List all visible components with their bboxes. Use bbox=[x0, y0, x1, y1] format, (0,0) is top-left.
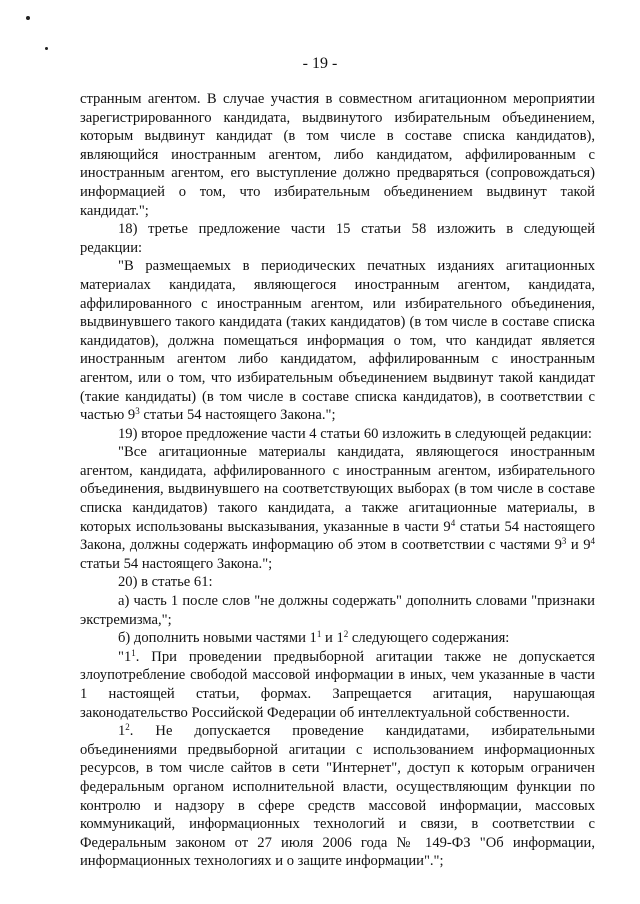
paragraph: 20) в статье 61: bbox=[118, 574, 213, 591]
scan-speck bbox=[26, 16, 30, 20]
paragraph: 19) второе предложение части 4 статьи 60 изложить в следующей редакции: bbox=[118, 425, 592, 442]
paragraph: "В размещаемых в периодических печатных изданиях агитационных материалах кандидата, являющегося иностранным агентом, кандидата, аффилированного с иностранным агентом, или избирательного объединения, выдвинувшего такого кандидата (таких кандидатов) (в том числе в составе списка кандидатов), должна помещаться информация о том, что кандидат является иностранным агентом либо кандидатом, аффилированным с иностранным агентом, или о том, что избирательным объединением выдвинут такой кандидат (такие кандидаты) (в том числе в составе списка кандидатов), в соответствии с частью $9^3$ статьи 54 настоящего Закона."; bbox=[80, 258, 595, 424]
paragraph: б) дополнить новыми частями $1^1$ и $1^2$ следующего содержания: bbox=[118, 629, 510, 647]
paragraph: "Все агитационные материалы кандидата, являющегося иностранным агентом, кандидата, аффилированного с иностранным агентом, избирательного объединения, выдвинувшего на соответствующих выборах (в том числе в составе списка кандидатов) такого кандидата, а также агитационные материалы, в которых использованы высказывания, указанные в части $9^4$ статьи 54 настоящего Закона, должны содержать информацию об этом в соответствии с частями $9^3$ и $9^4$ статьи 54 настоящего Закона."; bbox=[80, 444, 595, 572]
page-number: - 19 - bbox=[302, 55, 338, 72]
scan-speck bbox=[45, 47, 48, 50]
document-body bbox=[80, 90, 595, 871]
paragraph: 18) третье предложение части 15 статьи 58 изложить в следующей редакции: bbox=[80, 221, 595, 256]
paragraph: "$1^1$. При проведении предвыборной агитации также не допускается злоупотребление свободой массовой информации в иных, чем указанные в части 1 настоящей статьи, формах. Запрещается агитация, нарушающая законодательство Российской Федерации об интеллектуальной собственности. bbox=[80, 647, 595, 721]
paragraph: странным агентом. В случае участия в совместном агитационном мероприятии зарегистрированного кандидата, выдвинутого избирательным объединением, которым выдвинут кандидат (в том числе в составе списка кандидатов), являющийся иностранным агентом, либо кандидатом, аффилированным с иностранным агентом, его выступление должно предваряться (сопровождаться) информацией о том, что избирательным объединением выдвинут такой кандидат."; bbox=[80, 91, 595, 219]
paragraph: $1^2$. Не допускается проведение кандидатами, избирательными объединениями предвыборной агитации с использованием информационных ресурсов, в том числе сайтов в сети "Интернет", доступ к которым ограничен федеральным органом исполнительной власти, осуществляющим функции по контролю и надзору в сфере средств массовой информации, массовых коммуникаций, информационных технологий и связи, в соответствии с Федеральным законом от 27 июля 2006 года № 149-ФЗ "Об информации, информационных технологиях и о защите информации"."; bbox=[80, 722, 595, 870]
paragraph: а) часть 1 после слов "не должны содержать" дополнить словами "признаки экстремизма,"; bbox=[80, 593, 595, 628]
